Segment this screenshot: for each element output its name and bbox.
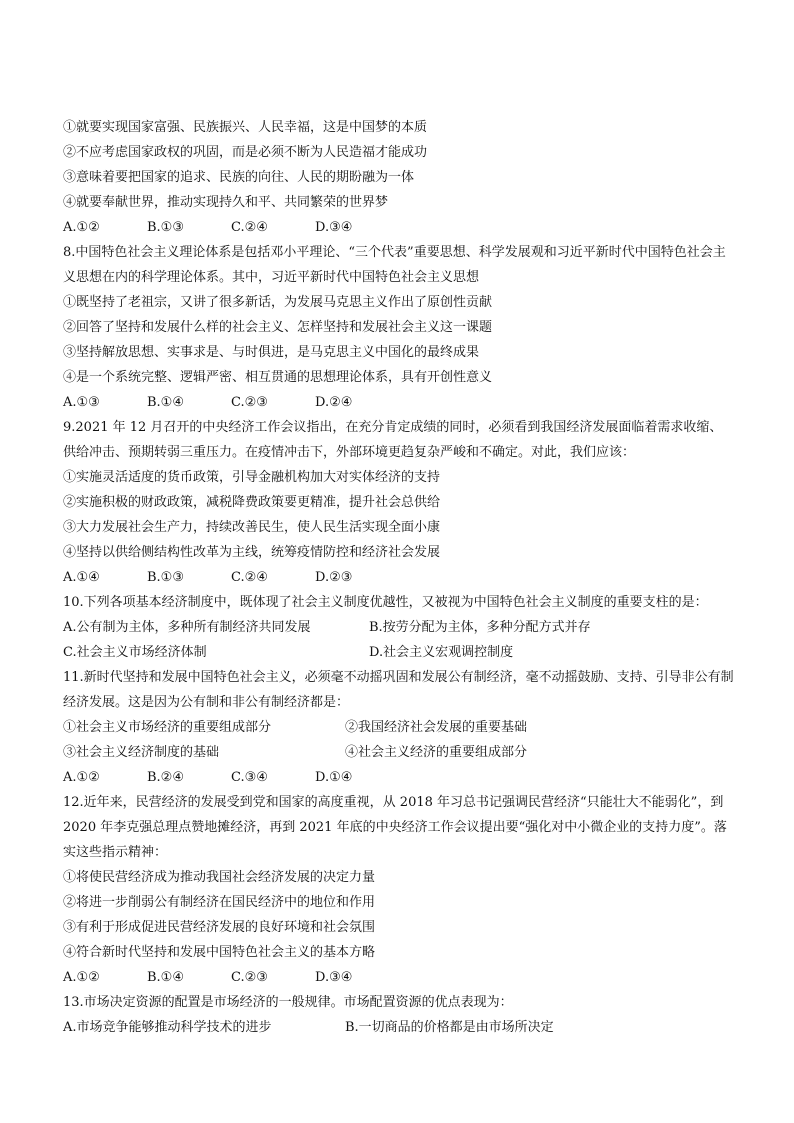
q10-options-row-1: [63, 615, 735, 640]
q11-option-a: A.①②: [63, 770, 100, 785]
q11-stem: 11.新时代坚持和发展中国特色社会主义，必须毫不动摇巩固和发展公有制经济，毫不动摇鼓励、支持、引导非公有制经济发展。这是因为公有制和非公有制经济都是：: [63, 670, 734, 710]
q7-item-4: ④就要奉献世界，推动实现持久和平、共同繁荣的世界梦: [63, 195, 389, 210]
q11-item-2: ②我国经济社会发展的重要基础: [345, 720, 528, 735]
q8-option-a: A.①③: [63, 395, 100, 410]
q8-item-4: ④是一个系统完整、逻辑严密、相互贯通的思想理论体系，具有开创性意义: [63, 370, 493, 385]
q8-item-3: ③坚持解放思想、实事求是、与时俱进，是马克思主义中国化的最终成果: [63, 345, 480, 360]
q9-item-1: ①实施灵活适度的货币政策，引导金融机构加大对实体经济的支持: [63, 470, 441, 485]
q7-option-c: C.②④: [231, 220, 268, 235]
q9-option-d: D.②③: [315, 570, 353, 585]
q11-items-row-2: [63, 740, 735, 765]
q10-options-row-2: [63, 640, 735, 665]
q9-item-4: ④坚持以供给侧结构性改革为主线，统筹疫情防控和经济社会发展: [63, 545, 441, 560]
q12-item-4: ④符合新时代坚持和发展中国特色社会主义的基本方略: [63, 945, 376, 960]
q11-options: [63, 765, 735, 790]
q11-option-b: B.②④: [147, 770, 184, 785]
q8-item-2: ②回答了坚持和发展什么样的社会主义、怎样坚持和发展社会主义这一课题: [63, 320, 493, 335]
q13-options-row-1: [63, 1015, 735, 1040]
q11-item-4: ④社会主义经济的重要组成部分: [345, 745, 528, 760]
q10-option-c: C.社会主义市场经济体制: [63, 645, 207, 660]
q9-options: [63, 565, 735, 590]
q11-option-d: D.①④: [315, 770, 353, 785]
q7-option-a: A.①②: [63, 220, 100, 235]
q7-options: [63, 215, 735, 240]
q7-item-1: ①就要实现国家富强、民族振兴、人民幸福，这是中国梦的本质: [63, 120, 428, 135]
q13-option-b: B.一切商品的价格都是由市场所决定: [345, 1020, 554, 1035]
q7-option-b: B.①③: [147, 220, 184, 235]
q8-options: [63, 390, 735, 415]
q12-stem: 12.近年来，民营经济的发展受到党和国家的高度重视，从 2018 年习总书记强调民营经济“只能壮大不能弱化”，到 2020 年李克强总理点赞地摊经济，再到 2021 年底的中央经济工作会议提出要“强化对中小微企业的支持力度”。落实这些指示精神：: [63, 795, 727, 860]
q9-option-c: C.②④: [231, 570, 268, 585]
q9-item-2: ②实施积极的财政政策，减税降费政策要更精准，提升社会总供给: [63, 495, 441, 510]
q8-option-b: B.①④: [147, 395, 184, 410]
exam-page: [63, 115, 735, 1040]
q8-option-d: D.②④: [315, 395, 353, 410]
q12-option-b: B.①④: [147, 970, 184, 985]
q12-item-2: ②将进一步削弱公有制经济在国民经济中的地位和作用: [63, 895, 376, 910]
q8-option-c: C.②③: [231, 395, 268, 410]
q9-stem: 9.2021 年 12 月召开的中央经济工作会议指出，在充分肯定成绩的同时，必须看到我国经济发展面临着需求收缩、供给冲击、预期转弱三重压力。在疫情冲击下，外部环境更趋复杂严峻和不确定。对此，我们应该：: [63, 420, 723, 460]
q13-stem: 13.市场决定资源的配置是市场经济的一般规律。市场配置资源的优点表现为：: [63, 995, 513, 1010]
q12-option-c: C.②③: [231, 970, 268, 985]
q12-options: [63, 965, 735, 990]
q7-item-2: ②不应考虑国家政权的巩固，而是必须不断为人民造福才能成功: [63, 145, 428, 160]
q9-option-b: B.①③: [147, 570, 184, 585]
q11-option-c: C.③④: [231, 770, 268, 785]
q11-item-1: ①社会主义市场经济的重要组成部分: [63, 720, 272, 735]
q12-option-a: A.①②: [63, 970, 100, 985]
q12-option-d: D.③④: [315, 970, 353, 985]
q7-item-3: ③意味着要把国家的追求、民族的向往、人民的期盼融为一体: [63, 170, 415, 185]
q8-item-1: ①既坚持了老祖宗，又讲了很多新话，为发展马克思主义作出了原创性贡献: [63, 295, 493, 310]
q10-option-d: D.社会主义宏观调控制度: [369, 645, 514, 660]
q9-option-a: A.①④: [63, 570, 100, 585]
q13-option-a: A.市场竞争能够推动科学技术的进步: [63, 1020, 272, 1035]
question-7-items: [63, 115, 735, 215]
q9-item-3: ③大力发展社会生产力，持续改善民生，使人民生活实现全面小康: [63, 520, 441, 535]
q11-item-3: ③社会主义经济制度的基础: [63, 745, 220, 760]
q11-items-row-1: [63, 715, 735, 740]
q10-option-a: A.公有制为主体，多种所有制经济共同发展: [63, 620, 311, 635]
q8-stem: 8.中国特色社会主义理论体系是包括邓小平理论、“三个代表”重要思想、科学发展观和习近平新时代中国特色社会主义思想在内的科学理论体系。其中，习近平新时代中国特色社会主义思想: [63, 245, 726, 285]
q12-item-1: ①将使民营经济成为推动我国社会经济发展的决定力量: [63, 870, 376, 885]
q12-item-3: ③有利于形成促进民营经济发展的良好环境和社会氛围: [63, 920, 376, 935]
q10-stem: 10.下列各项基本经济制度中，既体现了社会主义制度优越性，又被视为中国特色社会主义制度的重要支柱的是：: [63, 595, 708, 610]
q7-option-d: D.③④: [315, 220, 353, 235]
q10-option-b: B.按劳分配为主体，多种分配方式并存: [369, 620, 591, 635]
